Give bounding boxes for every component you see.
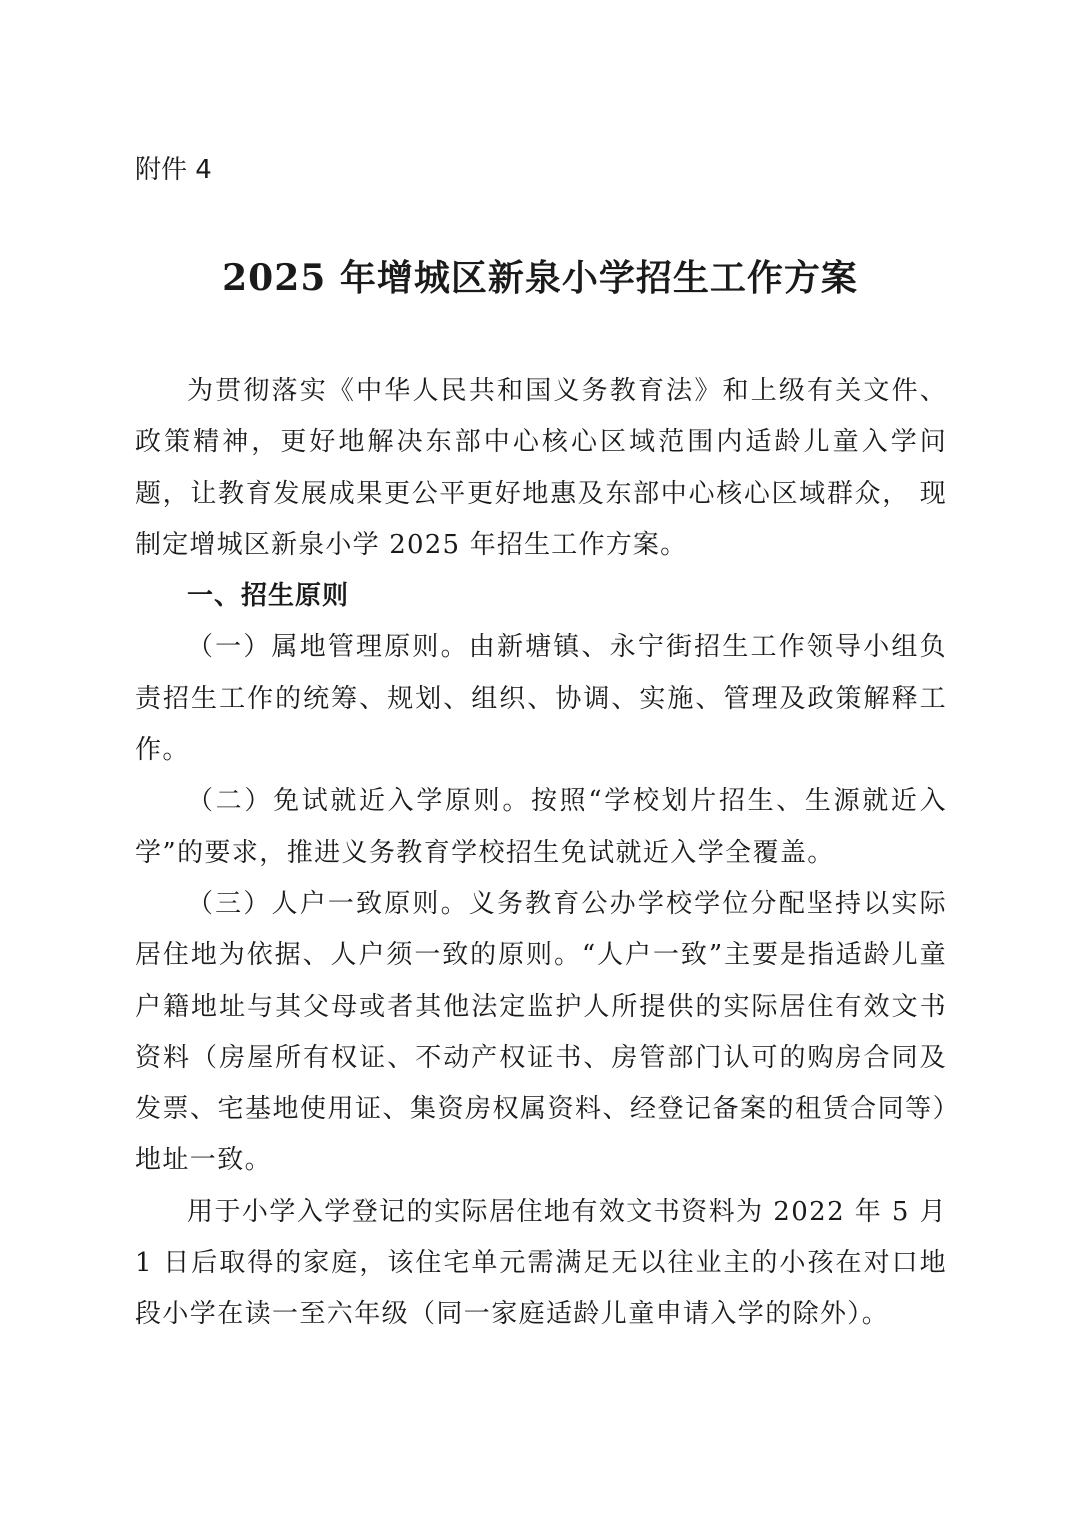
intro-paragraph: 为贯彻落实《中华人民共和国义务教育法》和上级有关文件、 政策精神，更好地解决东部中心核心区域范围内适龄儿童入学问题，让教育发展成果更公平更好地惠及东部中心核心区域群众， 现制定增城区新泉小学 2025 年招生工作方案。 <box>135 376 947 560</box>
principle-residence-consistency: （三）人户一致原则。义务教育公办学校学位分配坚持以实际居住地为依据、人户须一致的原则。“人户一致”主要是指适龄儿童户籍地址与其父母或者其他法定监护人所提供的实际居住有效文书资料（房屋所有权证、不动产权证书、房管部门认可的购房合同及发票、宅基地使用证、集资房权属资料、经登记备案的租赁合同等）地址一致。 <box>135 888 947 1176</box>
document-title: 2025 年增城区新泉小学招生工作方案 <box>222 257 858 299</box>
section-heading-enrollment-principles: 一、招生原则 <box>187 581 350 612</box>
document-body <box>135 366 947 1341</box>
principle-exam-free-nearby: （二）免试就近入学原则。按照“学校划片招生、生源就近入学”的要求，推进义务教育学校招生免试就近入学全覆盖。 <box>135 786 947 868</box>
attachment-label: 附件 4 <box>135 155 212 185</box>
residence-document-requirement: 用于小学入学登记的实际居住地有效文书资料为 2022 年 5 月 1 日后取得的家庭，该住宅单元需满足无以往业主的小孩在对口地段小学在读一至六年级（同一家庭适龄儿童申请入学的除外）。 <box>135 1196 947 1330</box>
principle-territorial-management: （一）属地管理原则。由新塘镇、永宁街招生工作领导小组负责招生工作的统筹、规划、组织、协调、实施、管理及政策解释工作。 <box>135 632 947 766</box>
